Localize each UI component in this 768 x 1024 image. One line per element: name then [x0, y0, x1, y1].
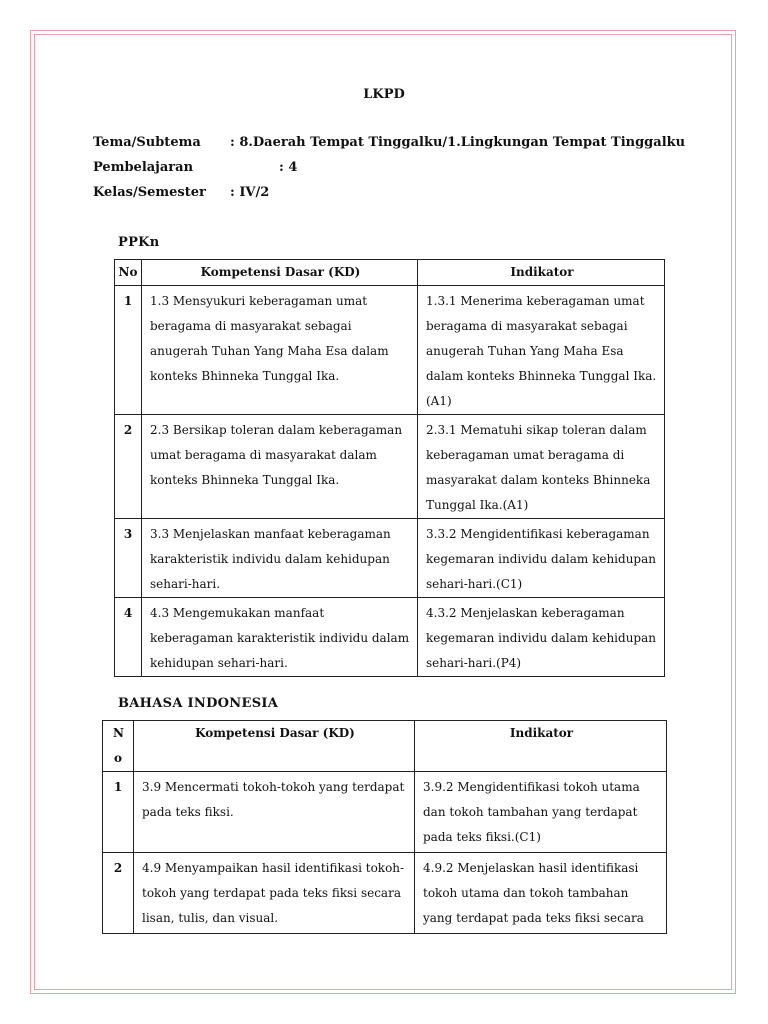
meta-label: Tema/Subtema: [93, 135, 201, 150]
meta-value: : 4: [279, 160, 298, 175]
column-header-no-text: No: [113, 726, 124, 765]
section-title-ppkn: PPKn: [118, 235, 160, 250]
row-number: 2: [103, 853, 134, 934]
row-number: 4: [115, 598, 142, 677]
column-header-kd: Kompetensi Dasar (KD): [142, 260, 418, 286]
meta-label: Pembelajaran: [93, 160, 194, 175]
column-header-no: [103, 721, 134, 772]
document-title: LKPD: [363, 87, 405, 102]
indikator-cell: [415, 853, 667, 934]
table-row: [115, 519, 665, 598]
kd-cell: 3.3 Menjelaskan manfaat keberagaman karakteristik individu dalam kehidupan sehari-hari.: [142, 519, 418, 598]
indikator-cell: 2.3.1 Mematuhi sikap toleran dalam keberagaman umat beragama di masyarakat dalam konteks Bhinneka Tunggal Ika.(A1): [418, 415, 665, 519]
column-header-kd: Kompetensi Dasar (KD): [134, 721, 415, 772]
table-row: [103, 853, 667, 934]
row-number: 3: [115, 519, 142, 598]
column-header-indikator: Indikator: [418, 260, 665, 286]
table-header-row: [103, 721, 667, 772]
table-row: [115, 598, 665, 677]
indikator-cell: 4.3.2 Menjelaskan keberagaman kegemaran individu dalam kehidupan sehari-hari.(P4): [418, 598, 665, 677]
table-row: [115, 415, 665, 519]
meta-value: : IV/2: [230, 185, 270, 200]
kd-cell: 1.3 Mensyukuri keberagaman umat beragama di masyarakat sebagai anugerah Tuhan Yang Maha Esa dalam konteks Bhinneka Tunggal Ika.: [142, 286, 418, 415]
indikator-cell: 1.3.1 Menerima keberagaman umat beragama di masyarakat sebagai anugerah Tuhan Yang Maha Esa dalam konteks Bhinneka Tunggal Ika.(A1): [418, 286, 665, 415]
section-title-bahasa: BAHASA INDONESIA: [118, 696, 279, 711]
kd-cell: 4.3 Mengemukakan manfaat keberagaman karakteristik individu dalam kehidupan sehari-hari.: [142, 598, 418, 677]
kd-cell: 4.9 Menyampaikan hasil identifikasi tokoh-tokoh yang terdapat pada teks fiksi secara lisan, tulis, dan visual.: [134, 853, 415, 934]
meta-value: : 8.Daerah Tempat Tinggalku/1.Lingkungan Tempat Tinggalku: [230, 135, 686, 150]
kd-cell: 3.9 Mencermati tokoh-tokoh yang terdapat pada teks fiksi.: [134, 772, 415, 853]
table-header-row: [115, 260, 665, 286]
indikator-cell: 3.3.2 Mengidentifikasi keberagaman kegemaran individu dalam kehidupan sehari-hari.(C1): [418, 519, 665, 598]
column-header-indikator: Indikator: [415, 721, 667, 772]
column-header-no: No: [115, 260, 142, 286]
row-number: 1: [115, 286, 142, 415]
table-row: [103, 772, 667, 853]
table-row: [115, 286, 665, 415]
indikator-cell-text: 4.9.2 Menjelaskan hasil identifikasi tokoh utama dan tokoh tambahan yang terdapat pada teks fiksi secara: [423, 861, 644, 925]
indikator-cell: 3.9.2 Mengidentifikasi tokoh utama dan tokoh tambahan yang terdapat pada teks fiksi.(C1): [415, 772, 667, 853]
meta-label: Kelas/Semester: [93, 185, 206, 200]
row-number: 1: [103, 772, 134, 853]
kd-cell: 2.3 Bersikap toleran dalam keberagaman umat beragama di masyarakat dalam konteks Bhinneka Tunggal Ika.: [142, 415, 418, 519]
bahasa-table: [102, 720, 667, 934]
row-number: 2: [115, 415, 142, 519]
ppkn-table: [114, 259, 665, 677]
